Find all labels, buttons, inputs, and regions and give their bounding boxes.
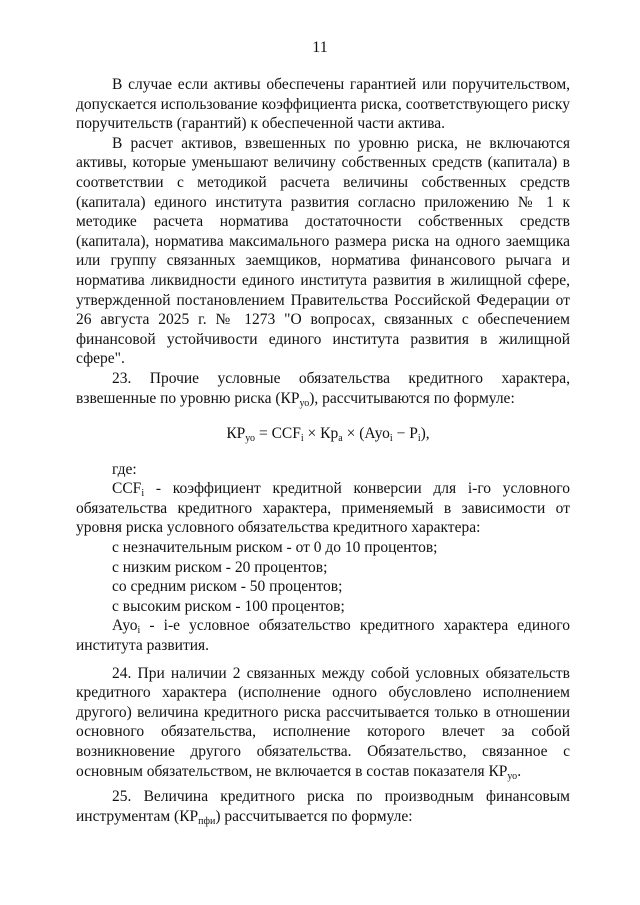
paragraph-24: 24. При наличии 2 связанных между собой условных обязательств кредитного характера (исполнение одного обусловлено исполнением другого) величина кредитного риска рассчитывается только в отношении основного обязательства, исполнение которого влечет за собой возникновение другого обязательства. Обязательство, связанное с основным обязательством, не включается в состав показателя $КР_{уо}$. — [76, 664, 570, 782]
paragraph-guarantee: В случае если активы обеспечены гарантией или поручительством, допускается использование коэффициента риска, соответствующего риску поручительств (гарантий) к обеспеченной части актива. — [76, 76, 570, 133]
kp-subscript: уо — [299, 397, 310, 409]
p23-text-a: 23. Прочие условные обязательства кредитного характера, взвешенные по уровню риска ( — [76, 369, 570, 407]
formula-kp-yo: $КР_{уо} = CCF_i \times Кр_а \times (Ауо_i - Р_i)$, — [226, 425, 430, 445]
list-item: со средним риском - 50 процентов; — [112, 578, 343, 596]
list-item: с высоким риском - 100 процентов; — [112, 597, 345, 615]
list-item: с незначительным риском - от 0 до 10 процентов; — [112, 539, 438, 557]
paragraph-23 — [76, 369, 570, 408]
kp-symbol: КР — [280, 389, 300, 407]
paragraph-exclusions: В расчет активов, взвешенных по уровню риска, не включаются активы, которые уменьшают величину собственных средств (капитала) в соответствии с методикой расчета величины собственных средств (капитала) единого института развития согласно приложению № 1 к методике расчета норматива достаточности собственных средств (капитала), норматива максимального размера риска на одного заемщика или группу связанных заемщиков, норматива финансового рычага и норматива ликвидности единого института развития в жилищной сфере, утвержденной постановлением Правительства Российской Федерации от 26 августа 2025 г. № 1273 "О вопросах, связанных с обеспечением финансовой устойчивости единого института развития в жилищной сфере". — [76, 134, 570, 368]
document-body — [76, 75, 570, 826]
risk-list — [76, 538, 570, 616]
list-item: с низким риском - 20 процентов; — [112, 558, 328, 576]
where-label: где: — [112, 460, 137, 478]
paragraph-25: 25. Величина кредитного риска по производным финансовым инструментам $(КР_{пфи})$ рассчитывается по формуле: — [76, 788, 570, 827]
page-number: 11 — [312, 39, 328, 56]
ayo-definition: Ауо$_i$ - i-е условное обязательство кредитного характера единого института развития. — [76, 617, 570, 655]
ccf-definition: $CCF_i$ - коэффициент кредитной конверсии для i-го условного обязательства кредитного характера, применяемый в зависимости от уровня риска условного обязательства кредитного характера: — [76, 480, 570, 537]
p23-text-b: ), рассчитываются по формуле: — [309, 389, 515, 407]
